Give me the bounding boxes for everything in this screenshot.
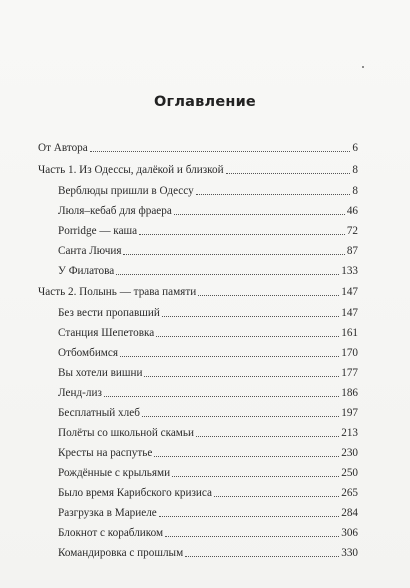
page-title: Оглавление xyxy=(154,94,256,110)
toc-entry-page: 284 xyxy=(341,507,358,519)
toc-leader-dots xyxy=(226,173,351,174)
toc-entry xyxy=(58,407,358,420)
toc-leader-dots xyxy=(159,516,339,517)
toc-entry xyxy=(58,367,358,380)
toc-entry xyxy=(58,527,358,540)
toc-entry xyxy=(58,185,358,198)
toc-entry-page: 177 xyxy=(341,367,358,379)
toc-entry xyxy=(58,447,358,460)
toc-entry-label: Разгрузка в Мариеле xyxy=(58,507,157,519)
toc-entry-label: Часть 1. Из Одессы, далёкой и близкой xyxy=(38,164,224,176)
toc-entry-label: Санта Лючия xyxy=(58,245,122,257)
toc-entry-page: 265 xyxy=(341,487,358,499)
toc-entry-label: От Автора xyxy=(38,142,88,154)
paper-speck xyxy=(362,66,364,68)
toc-entry-label: Станция Шепетовка xyxy=(58,327,155,339)
toc-leader-dots xyxy=(198,295,339,296)
toc-leader-dots xyxy=(104,396,339,397)
toc-entry-label: Без вести пропавший xyxy=(58,307,160,319)
toc-leader-dots xyxy=(154,456,339,457)
toc-entry-page: 147 xyxy=(341,307,358,319)
toc-entry-part-1 xyxy=(38,164,358,177)
toc-leader-dots xyxy=(165,536,339,537)
toc-leader-dots xyxy=(116,274,339,275)
toc-entry-page: 46 xyxy=(346,205,358,217)
toc-entry-page: 306 xyxy=(341,527,358,539)
toc-entry-page: 8 xyxy=(352,185,358,197)
toc-entry-label: Бесплатный хлеб xyxy=(58,407,140,419)
toc-entry xyxy=(58,547,358,560)
toc-entry-label: Верблюды пришли в Одессу xyxy=(58,185,194,197)
toc-entry-label: Блокнот с корабликом xyxy=(58,527,164,539)
toc-entry-author xyxy=(38,142,358,155)
toc-entry-page: 87 xyxy=(346,245,358,257)
toc-entry-page: 6 xyxy=(352,142,358,154)
toc-entry xyxy=(58,245,358,258)
toc-entry xyxy=(58,205,358,218)
toc-entry xyxy=(58,225,358,238)
toc-entry xyxy=(58,467,358,480)
toc-entry-label: Было время Карибского кризиса xyxy=(58,487,212,499)
toc-entry-label: Часть 2. Полынь — трава памяти xyxy=(38,286,197,298)
toc-entry-label: Porridge — каша xyxy=(58,225,138,237)
toc-leader-dots xyxy=(174,214,345,215)
toc-entry-page: 197 xyxy=(341,407,358,419)
toc-leader-dots xyxy=(120,356,339,357)
toc-leader-dots xyxy=(214,496,339,497)
toc-leader-dots xyxy=(123,254,344,255)
toc-entry-page: 161 xyxy=(341,327,358,339)
toc-entry-label: Ленд-лиз xyxy=(58,387,102,399)
toc-entry-label: Люля–кебаб для фраера xyxy=(58,205,172,217)
toc-leader-dots xyxy=(172,476,339,477)
toc-leader-dots xyxy=(139,234,345,235)
toc-entry xyxy=(58,307,358,320)
toc-entry-label: Вы хотели вишни xyxy=(58,367,143,379)
toc-entry xyxy=(58,487,358,500)
toc-entry xyxy=(58,507,358,520)
toc-leader-dots xyxy=(142,416,339,417)
toc-leader-dots xyxy=(196,436,339,437)
toc-leader-dots xyxy=(144,376,339,377)
toc-entry-label: Отбомбимся xyxy=(58,347,118,359)
toc-entry-page: 186 xyxy=(341,387,358,399)
toc-entry-page: 213 xyxy=(341,427,358,439)
toc-entry-page: 170 xyxy=(341,347,358,359)
toc-leader-dots xyxy=(162,316,339,317)
toc-entry-page: 250 xyxy=(341,467,358,479)
toc-entry-label: У Филатова xyxy=(58,265,115,277)
toc-entry xyxy=(58,265,358,278)
toc-entry-page: 147 xyxy=(341,286,358,298)
toc-entry xyxy=(58,387,358,400)
toc-leader-dots xyxy=(196,194,351,195)
toc-entry xyxy=(58,347,358,360)
toc-entry-page: 230 xyxy=(341,447,358,459)
toc-entry-page: 133 xyxy=(341,265,358,277)
toc-leader-dots xyxy=(156,336,339,337)
toc-entry-label: Кресты на распутье xyxy=(58,447,153,459)
toc-entry-label: Рождённые с крыльями xyxy=(58,467,171,479)
toc-entry xyxy=(58,427,358,440)
toc-leader-dots xyxy=(90,151,351,152)
toc-entry-label: Командировка с прошлым xyxy=(58,547,184,559)
toc-entry-part-2 xyxy=(38,286,358,299)
toc-entry-page: 72 xyxy=(346,225,358,237)
toc-entry-page: 330 xyxy=(341,547,358,559)
toc-leader-dots xyxy=(185,556,339,557)
toc-entry xyxy=(58,327,358,340)
toc-entry-label: Полёты со школьной скамьи xyxy=(58,427,194,439)
toc-entry-page: 8 xyxy=(352,164,358,176)
